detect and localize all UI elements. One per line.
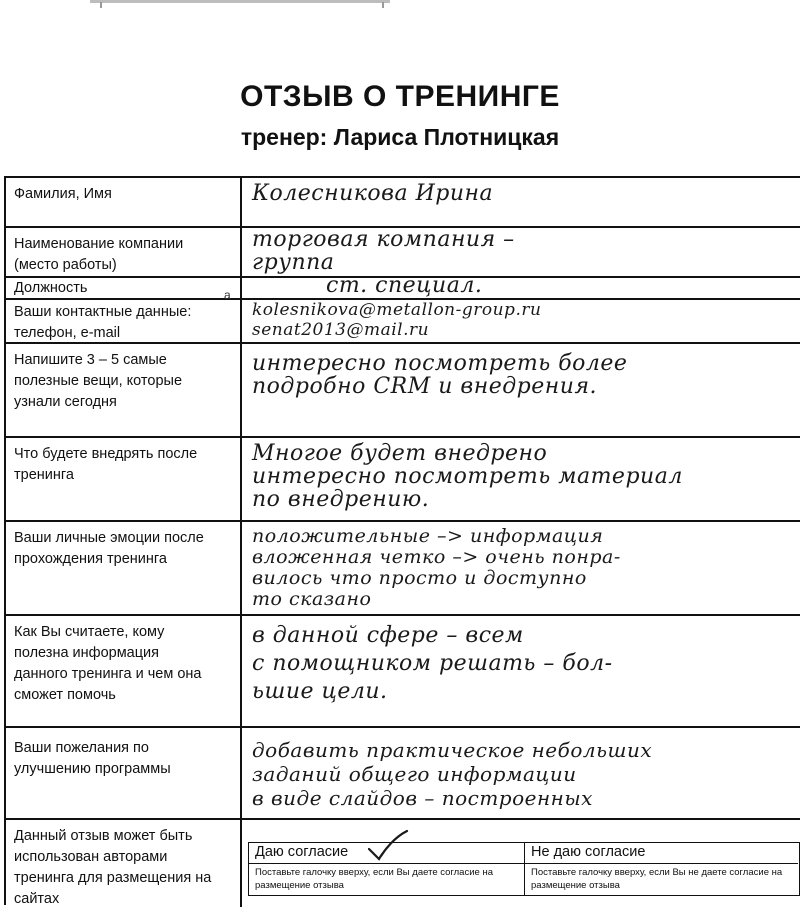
row-label: Напишите 3 – 5 самые полезные вещи, которые узнали сегодня bbox=[14, 352, 183, 410]
form-row-useful bbox=[6, 344, 800, 438]
row-label: Наименование компании (место работы) bbox=[14, 236, 184, 273]
handwritten-answer[interactable]: kolesnikova@metallon-group.ru senat2013@mail.ru bbox=[252, 300, 542, 340]
consent-divider bbox=[249, 863, 524, 864]
consent-disagree-label: Не даю согласие bbox=[531, 844, 646, 860]
scan-artifact-dot bbox=[382, 2, 384, 8]
handwritten-answer[interactable]: интересно посмотреть более подробно CRM и внедрения. bbox=[252, 351, 628, 399]
row-label: Ваши контактные данные: телефон, e-mail bbox=[14, 304, 192, 341]
handwritten-answer[interactable]: ст. специал. bbox=[326, 273, 483, 298]
form-row-usefulness bbox=[6, 616, 800, 728]
handwritten-answer[interactable]: положительные –> информация вложенная четко –> очень понра- вилось что просто и доступно то сказано bbox=[252, 525, 621, 610]
handwritten-answer[interactable]: в данной сфере – всем с помощником решать – бол- ьшие цели. bbox=[252, 623, 613, 704]
form-row-emotions bbox=[6, 522, 800, 616]
page-title: ОТЗЫВ О ТРЕНИНГЕ bbox=[240, 80, 560, 113]
scan-artifact-line bbox=[90, 0, 390, 3]
handwritten-answer[interactable]: Колесникова Ирина bbox=[252, 181, 494, 206]
handwritten-answer[interactable]: добавить практическое небольших заданий общего информации в виде слайдов – построенных bbox=[252, 738, 653, 810]
form-row-company bbox=[6, 228, 800, 278]
stray-pen-mark: а bbox=[224, 288, 231, 302]
form-row-contacts bbox=[6, 300, 800, 344]
form-row-implement bbox=[6, 438, 800, 522]
consent-table bbox=[248, 842, 800, 896]
consent-disagree-note: Поставьте галочку вверху, если Вы не даете согласие на размещение отзыва bbox=[531, 867, 783, 891]
form-row-suggestions bbox=[6, 728, 800, 820]
checkmark-icon bbox=[365, 829, 409, 863]
row-label: Ваши пожелания по улучшению программы bbox=[14, 740, 171, 777]
handwritten-answer[interactable]: Многое будет внедрено интересно посмотреть материал по внедрению. bbox=[252, 441, 683, 512]
row-label: Как Вы считаете, кому полезна информация данного тренинга и чем она сможет помочь bbox=[14, 624, 202, 703]
form-row-name bbox=[6, 178, 800, 228]
feedback-form bbox=[4, 176, 800, 905]
row-label: Фамилия, Имя bbox=[14, 186, 112, 202]
row-label: Ваши личные эмоции после прохождения тренинга bbox=[14, 530, 204, 567]
form-row-position bbox=[6, 273, 800, 300]
consent-agree-cell[interactable] bbox=[249, 843, 525, 895]
handwritten-answer[interactable]: торговая компания – группа bbox=[252, 227, 515, 275]
row-label: Должность bbox=[14, 280, 88, 296]
scan-artifact-dot bbox=[100, 2, 102, 8]
form-row-consent bbox=[6, 820, 800, 907]
consent-agree-note: Поставьте галочку вверху, если Вы даете согласие на размещение отзыва bbox=[255, 867, 493, 891]
trainer-subtitle: тренер: Лариса Плотницкая bbox=[240, 124, 560, 150]
row-label: Что будете внедрять после тренинга bbox=[14, 446, 198, 483]
consent-divider bbox=[525, 863, 798, 864]
consent-disagree-cell[interactable] bbox=[525, 843, 798, 895]
row-label: Данный отзыв может быть использован авторами тренинга для размещения на сайтах bbox=[14, 828, 212, 907]
consent-agree-label: Даю согласие bbox=[255, 844, 349, 860]
